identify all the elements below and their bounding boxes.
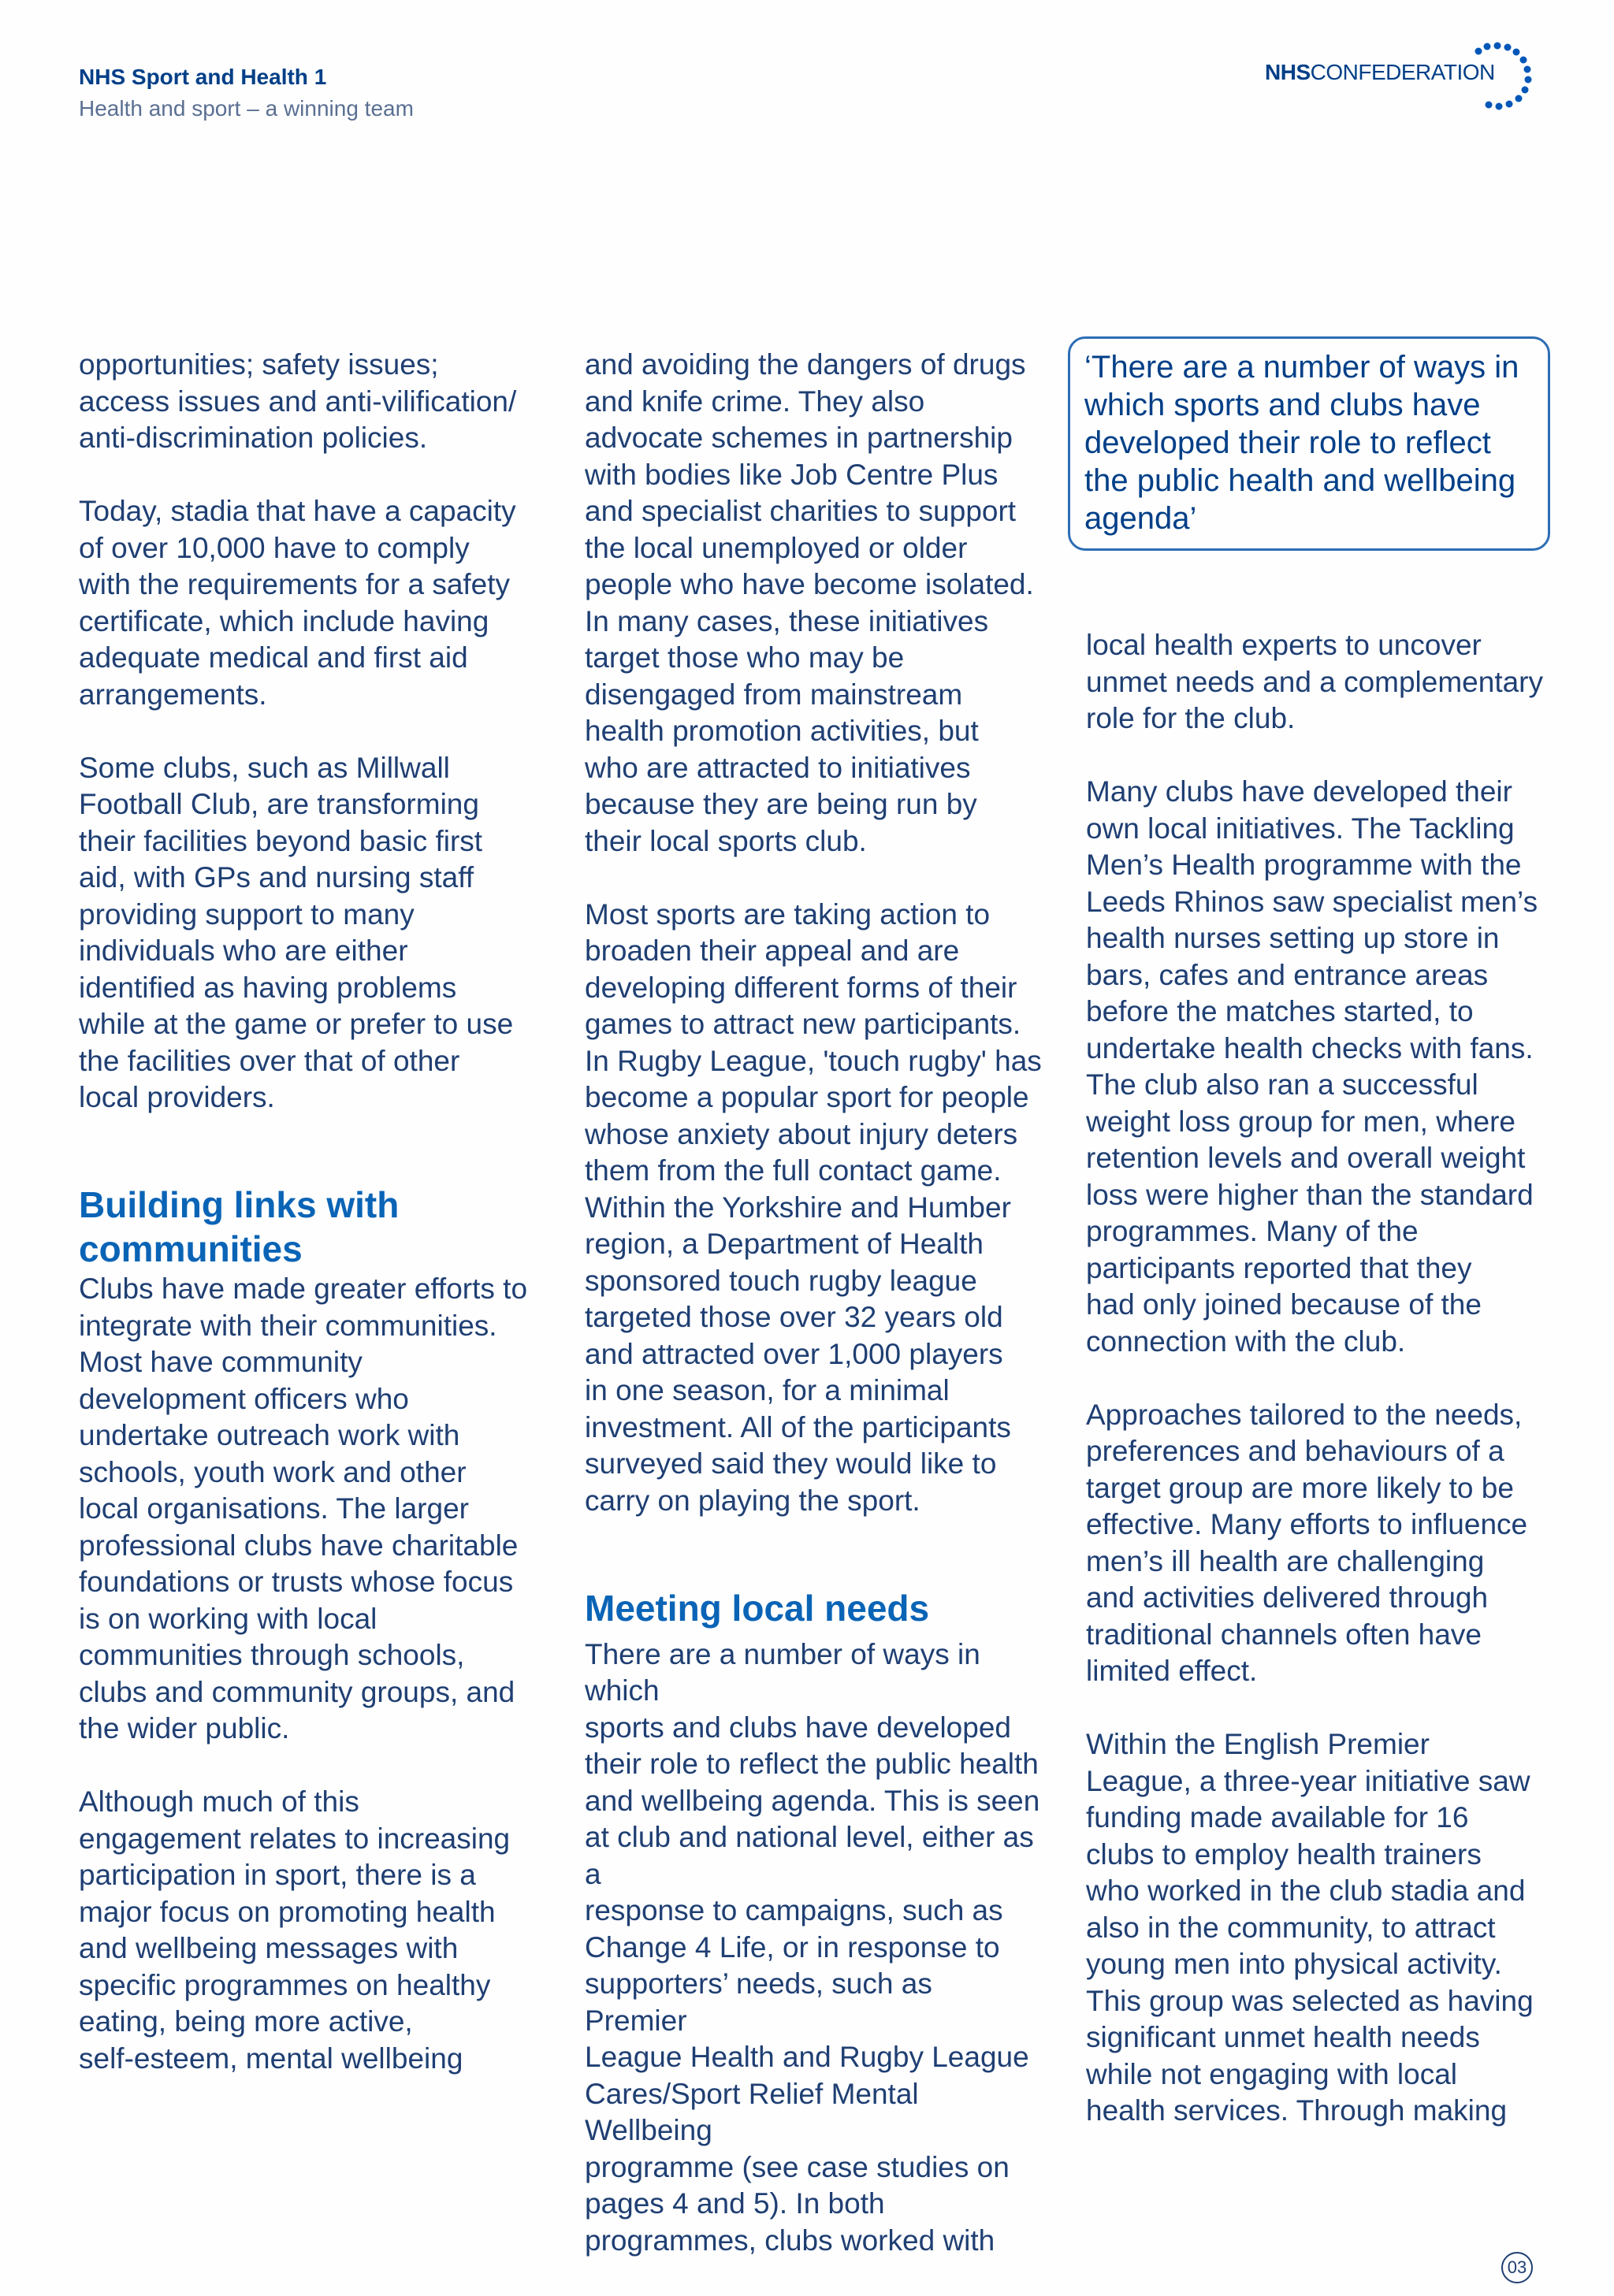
- logo-confederation: CONFEDERATION: [1310, 60, 1495, 84]
- col3-paragraph-3: Approaches tailored to the needs, preferences and behaviours of a target group are more likely to be effective. Many efforts to influence men’s ill health are challenging and activities delivered through traditional channels often have limited effect.: [1086, 1398, 1528, 1687]
- pull-quote-text: ‘There are a number of ways in which sports and clubs have developed their role to reflect the public health and wellbeing agenda’: [1084, 350, 1519, 536]
- col1-paragraph-1: opportunities; safety issues; access issues and anti-vilification/ anti-discrimination policies.: [79, 348, 517, 454]
- col1-paragraph-2: Today, stadia that have a capacity of over 10,000 have to comply with the requirements for a safety certificate, which include having adequate medical and first aid arrangements.: [79, 495, 516, 711]
- nhs-confederation-logo: [1265, 38, 1541, 117]
- page-header: [79, 61, 414, 124]
- col3-paragraph-1: local health experts to uncover unmet needs and a complementary role for the club.: [1086, 629, 1544, 734]
- heading-building-links: Building links with communities: [79, 1184, 400, 1269]
- document-subtitle: Health and sport – a winning team: [79, 96, 414, 121]
- col1-paragraph-4: Clubs have made greater efforts to integrate with their communities. Most have community development officers who undertake outreach work with schools, youth work and other local organisations. The larger professional clubs have charitable foundations or trusts whose focus is on working with local communities through schools, clubs and community groups, and the wider public.: [79, 1272, 528, 1744]
- col2-paragraph-2: Most sports are taking action to broaden their appeal and are developing different forms of their games to attract new participants. In Rugby League, 'touch rugby' has become a popular sport for people whose anxiety about injury deters them from the full contact game. Within the Yorkshire and Humber region, a Department of Health sponsored touch rugby league targeted those over 32 years old and attracted over 1,000 players in one season, for a minimal investment. All of the participants surveyed said they would like to carry on playing the sport.: [585, 897, 1042, 1517]
- heading-meeting-local-needs: Meeting local needs: [585, 1587, 930, 1629]
- col2-paragraph-1: and avoiding the dangers of drugs and knife crime. They also advocate schemes in partnership with bodies like Job Centre Plus and specialist charities to support the local unemployed or older people who have become isolated. In many cases, these initiatives target those who may be disengaged from mainstream health promotion activities, but who are attracted to initiatives because they are being run by their local sports club.: [585, 348, 1034, 857]
- col3-paragraph-2: Many clubs have developed their own local initiatives. The Tackling Men’s Health programme with the Leeds Rhinos saw specialist men’s health nurses setting up store in bars, cafes and entrance areas before the matches started, to undertake health checks with fans. The club also ran a successful weight loss group for men, where retention levels and overall weight loss were higher than the standard programmes. Many of the participants reported that they had only joined because of the connection with the club.: [1086, 775, 1538, 1358]
- pull-quote: [1068, 336, 1550, 551]
- page-number: 03: [1501, 2252, 1533, 2283]
- document-title: NHS Sport and Health 1: [79, 65, 327, 89]
- col3-paragraph-4: Within the English Premier League, a three-year initiative saw funding made available for 16 clubs to employ health trainers who worked in the club stadia and also in the community, to attract young men into physical activity. This group was selected as having significant unmet health needs while not engaging with local health services. Through making: [1086, 1728, 1534, 2127]
- col2-paragraph-3: There are a number of ways in which sports and clubs have developed their role to reflect the public health and wellbeing agenda. This is seen at club and national level, either as a response to campaigns, such as Change 4 Life, or in response to supporters’ needs, such as Premier League Health and Rugby League Cares/Sport Relief Mental Wellbeing programme (see case studies on pages 4 and 5). In both programmes, clubs worked with: [585, 1637, 1040, 2257]
- column-3: [1086, 627, 1543, 2166]
- column-2: [585, 347, 1042, 2296]
- column-1: [79, 347, 540, 2114]
- col1-paragraph-5: Although much of this engagement relates to increasing participation in sport, there is a major focus on promoting health and wellbeing messages with specific programmes on healthy eating, being more active, self-esteem, mental wellbeing: [79, 1785, 511, 2075]
- logo-nhs: NHS: [1265, 60, 1311, 84]
- col1-paragraph-3: Some clubs, such as Millwall Football Club, are transforming their facilities beyond basic first aid, with GPs and nursing staff providing support to many individuals who are either identified as having problems while at the game or prefer to use the facilities over that of other local providers.: [79, 751, 514, 1113]
- logo-dots-icon: [1458, 38, 1537, 117]
